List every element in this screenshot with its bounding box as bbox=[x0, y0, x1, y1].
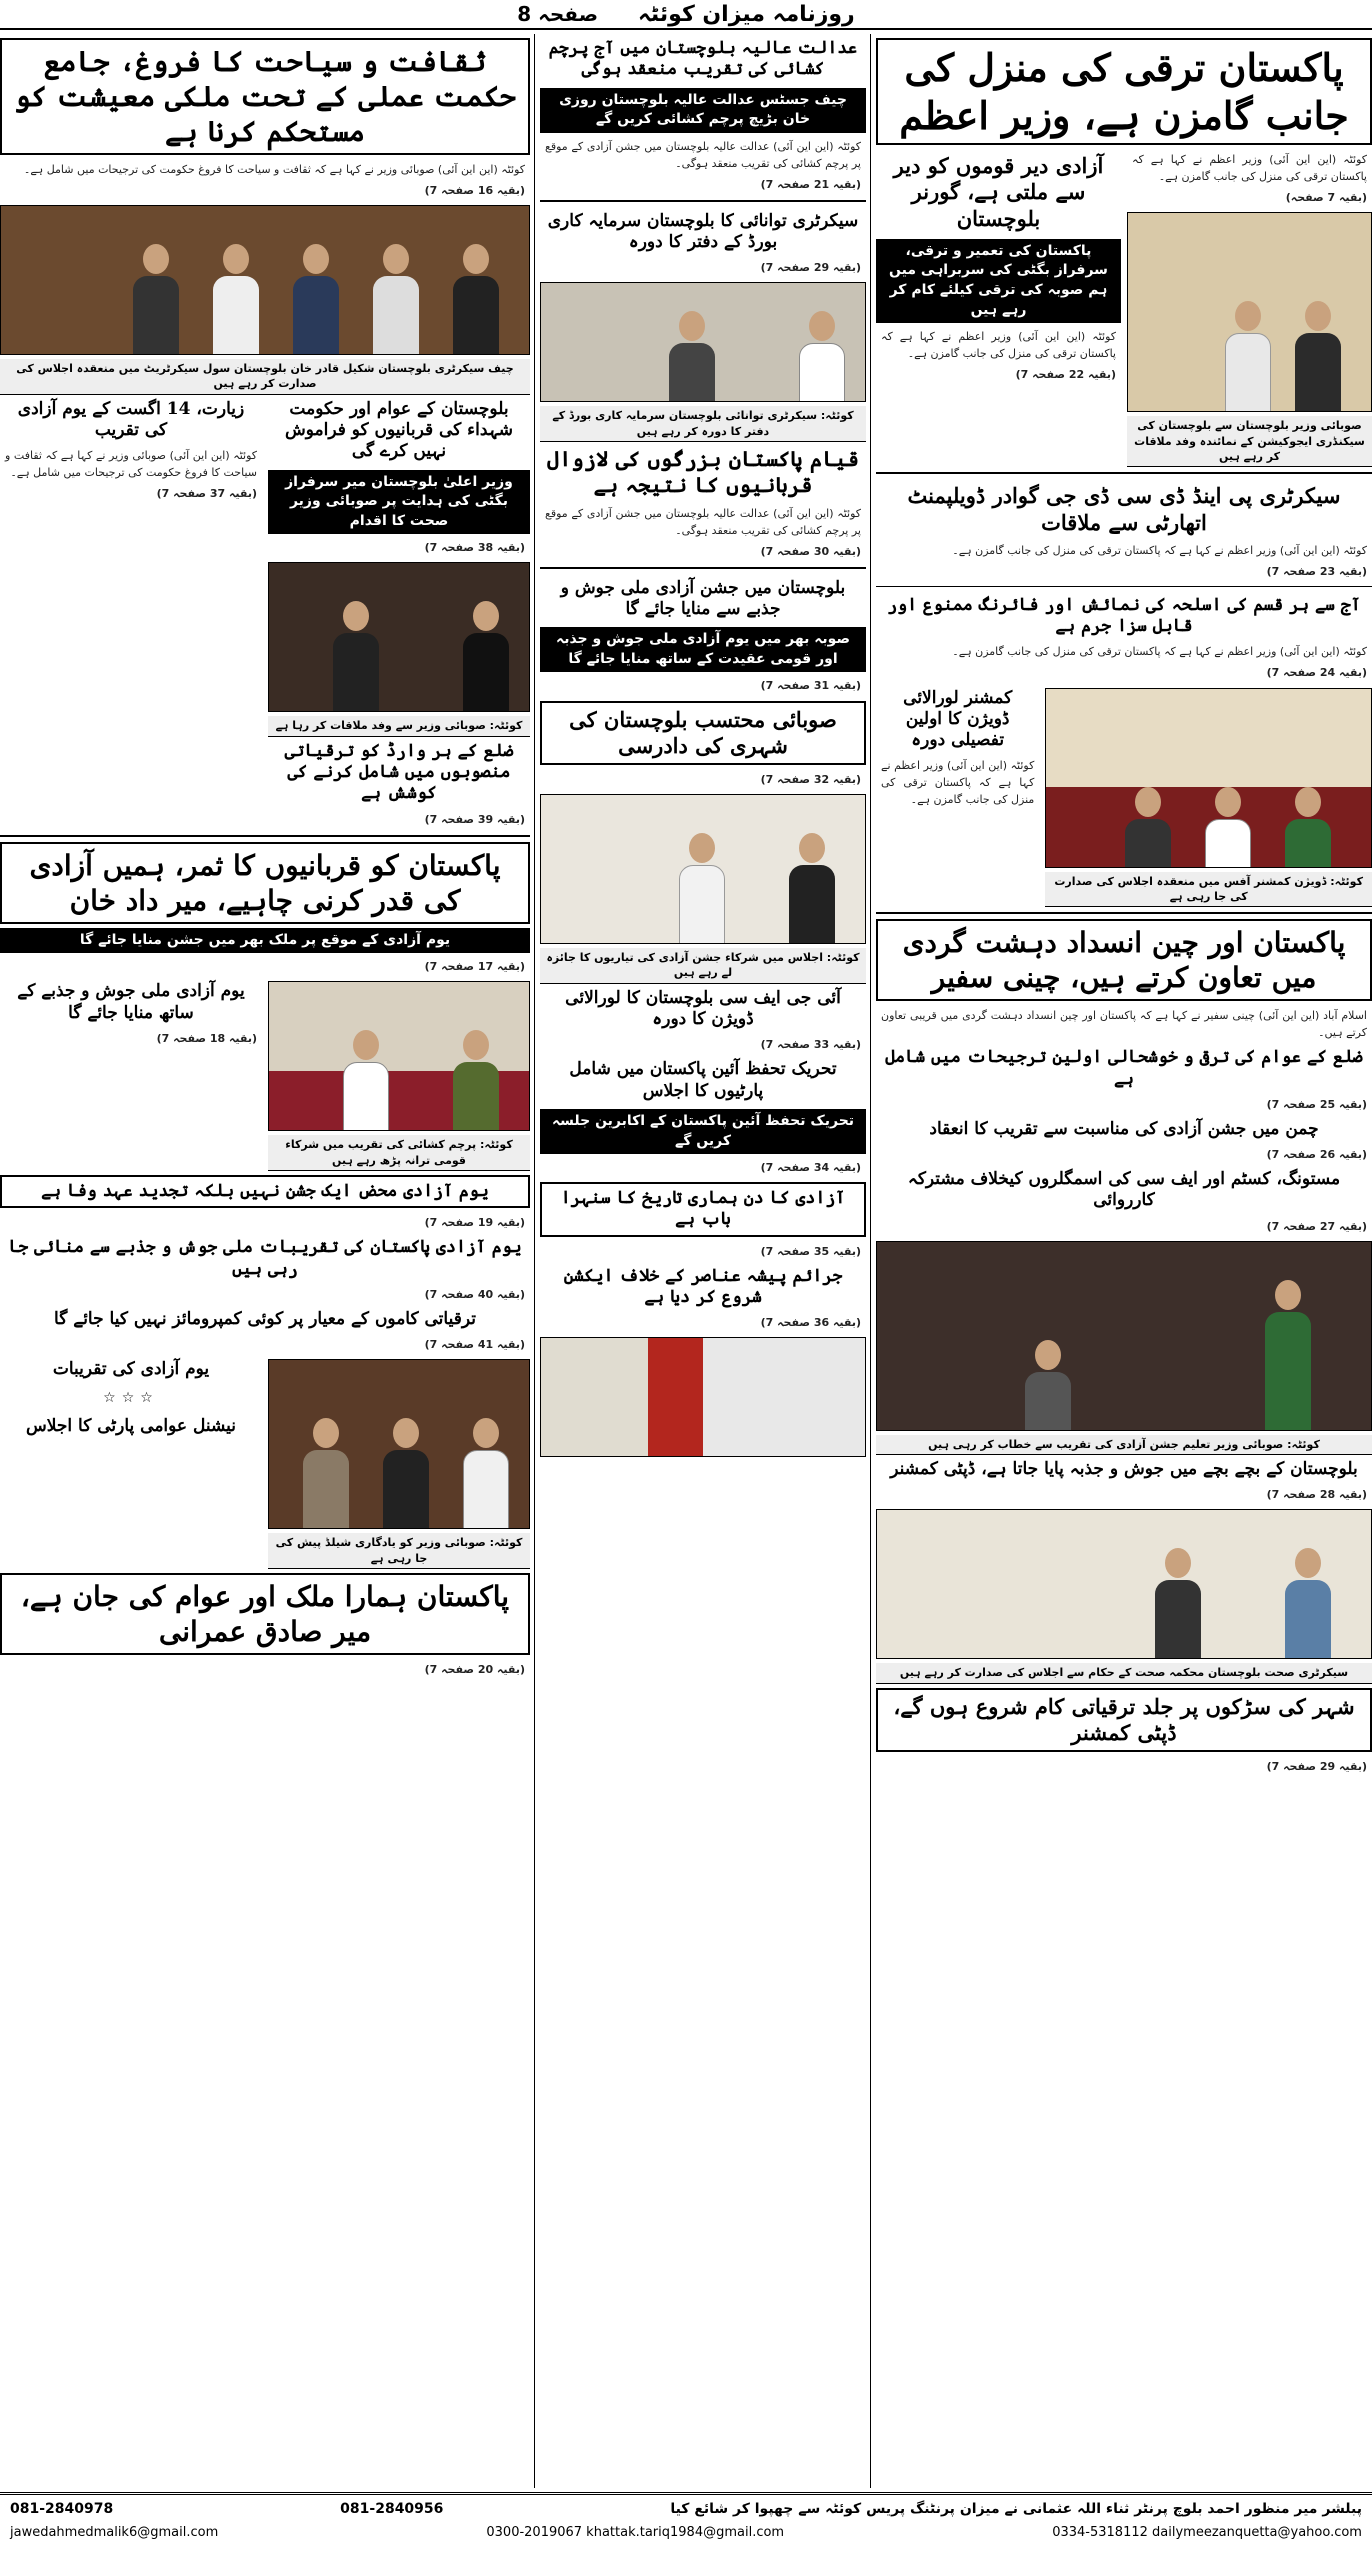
column-rule bbox=[870, 34, 871, 2488]
court-ref: (بقیہ 21 صفحہ 7) bbox=[760, 177, 861, 191]
commissioner-headline: کمشنر لورالائی ڈویژن کا اولین تفصیلی دورہ bbox=[903, 687, 1013, 750]
igfc-ref: (بقیہ 33 صفحہ 7) bbox=[760, 1038, 861, 1052]
photo-art-exhibit bbox=[540, 1337, 866, 1457]
photo-minister-meeting bbox=[268, 562, 530, 712]
photo-caption: کوئٹہ: صوبائی وزیر سے وفد ملاقات کر رہا ہے bbox=[268, 716, 530, 736]
ombudsman-headline: صوبائی محتسب بلوچستان کی شہری کی دادرسی bbox=[540, 701, 866, 766]
column-left: ثقافت و سیاحت کا فروغ، جامع حکمت عملی کے تحت ملکی معیشت کو مستحکم کرنا ہے کوئٹہ (این این آئی) صوبائی وزیر نے کہا ہے کہ ثقافت و سیاحت کا فروغ حکومت کی ترجیحات میں شامل ہے۔ (بقیہ 16 صفحہ 7) چیف سیکرٹری بلوچستان شکیل قادر خان بلوچستان سول سیکرٹریٹ میں منعقدہ اجلاس کی صدارت کر رہے ہیں بلوچستان کے عوام اور حکومت شہداء کی قربانیوں کو فراموش نہیں کرے گی وزیر اعلیٰ بلوچستان میر سرفراز بگٹی کی ہدایت پر صوبائی وزیر صحت کا اقدام (بقیہ 38 صفحہ 7) کوئٹہ: صوبائی وزیر سے وفد ملاقات کر رہا ہے ضلع کے ہر وارڈ کو ترقیاتی منصوبوں میں شامل کرنے کی کوشش ہے (بقیہ 39 صفحہ 7) زیارت، 14 اگست کے یوم آزادی کی تقریب کوئٹہ (این این آئی) صوبائی وزیر نے کہا ہے کہ ثقافت و سیاحت کا فروغ حکومت کی ترجیحات میں شامل ہے۔ (بقیہ 37 صفحہ 7) پاکستان کو قربانیوں کا ثمر، ہمیں آزادی کی قدر کرنی چاہیے، میر داد خان یوم آزادی کے موقع پر ملک بھر میں جشن منایا جائے گا (بقیہ 17 صفحہ 7) کوئٹہ: پرچم کشائی کی تقریب میں شرکاء قومی ترانہ پڑھ رہے ہیں یوم آزادی ملی جوش و جذبے کے ساتھ منایا جائے گا (بقیہ 18 صفحہ 7) یوم آزادی محض ایک جشن نہیں بلکہ تجدید عہد وفا ہے (بقیہ 19 صفحہ 7) یوم آزادی پاکستان کی تقریبات ملی جوش و جذبے سے منائی جا رہی ہیں (بقیہ 40 صفحہ 7) ترقیاتی کاموں کے معیار پر کوئی کمپرومائز نہیں کیا جائے گا (بقیہ 41 صفحہ 7) کوئٹہ: صوبائی وزیر کو یادگاری شیلڈ پیش کی جا رہی ہے یوم آزادی کی تقریبات ☆☆☆ نیشنل عوامی پارٹی کا اجلاس پاکستان ہمارا ملک اور عوام کی جان ہے، میر صادق عمرانی (بقیہ 20 صفحہ 7) bbox=[0, 34, 530, 2488]
prep-ref: (بقیہ 40 صفحہ 7) bbox=[424, 1287, 525, 1301]
district-headline: ضلع کے ہر وارڈ کو ترقیاتی منصوبوں میں شامل کرنے کی کوشش ہے bbox=[284, 740, 514, 804]
photo-visit bbox=[540, 282, 866, 402]
photo-speech bbox=[876, 1241, 1372, 1431]
big-ref: (بقیہ 17 صفحہ 7) bbox=[424, 960, 525, 974]
side2-headline: نیشنل عوامی پارٹی کا اجلاس bbox=[25, 1416, 237, 1437]
elders-headline: قیام پاکستان بزرگوں کی لازوال قربانیوں کا نتیجہ ہے bbox=[546, 446, 860, 498]
governor-text: کوئٹہ (این این آئی) وزیر اعظم نے کہا ہے کہ پاکستان ترقی کی منزل کی جانب گامزن ہے۔ bbox=[881, 330, 1116, 361]
column-rule bbox=[534, 34, 535, 2488]
work-ref: (بقیہ 41 صفحہ 7) bbox=[424, 1338, 525, 1352]
elders-ref: (بقیہ 30 صفحہ 7) bbox=[760, 544, 861, 558]
tahaffuz-subhead: تحریک تحفظ آئین پاکستان کے اکابرین جلسہ کریں گے bbox=[540, 1109, 866, 1154]
energy-ref: (بقیہ 29 صفحہ 7) bbox=[760, 261, 861, 275]
lead-ref: (بقیہ 7 صفحہ) bbox=[1285, 191, 1367, 205]
top-headline: ثقافت و سیاحت کا فروغ، جامع حکمت عملی کے تحت ملکی معیشت کو مستحکم کرنا ہے bbox=[0, 38, 530, 155]
photo-health-meeting bbox=[876, 1509, 1372, 1659]
celebrate-ref: (بقیہ 31 صفحہ 7) bbox=[760, 679, 861, 693]
governor-headline: آزادی دیر قوموں کو دیر سے ملتی ہے، گورنر بلوچستان bbox=[893, 153, 1104, 231]
governor-subhead: پاکستان کی تعمیر و ترقی، سرفراز بگٹی کی سربراہی میں ہم صوبہ کی ترقی کیلئے کام کر رہے ہیں bbox=[876, 239, 1121, 323]
photo-conference bbox=[1045, 688, 1372, 868]
photo-flag-ceremony bbox=[268, 981, 530, 1131]
prep-headline: یوم آزادی پاکستان کی تقریبات ملی جوش و جذبے سے منائی جا رہی ہیں bbox=[8, 1237, 522, 1279]
bottom-headline: شہر کی سڑکوں پر جلد ترقیاتی کام شروع ہوں گے، ڈپٹی کمشنر bbox=[876, 1688, 1372, 1753]
photo-caption: کوئٹہ: سیکرٹری توانائی بلوچستان سرمایہ کاری بورڈ کے دفتر کا دورہ کر رہے ہیں bbox=[540, 406, 866, 442]
zyarat-headline: زیارت، 14 اگست کے یوم آزادی کی تقریب bbox=[17, 398, 245, 441]
tahaffuz-ref: (بقیہ 34 صفحہ 7) bbox=[760, 1161, 861, 1175]
customs-ref: (بقیہ 27 صفحہ 7) bbox=[1266, 1219, 1367, 1233]
top-text: کوئٹہ (این این آئی) صوبائی وزیر نے کہا ہے کہ ثقافت و سیاحت کا فروغ حکومت کی ترجیحات میں شامل ہے۔ bbox=[23, 163, 525, 176]
arms-ban-text: کوئٹہ (این این آئی) وزیر اعظم نے کہا ہے کہ پاکستان ترقی کی منزل کی جانب گامزن ہے۔ bbox=[952, 645, 1367, 659]
column-right bbox=[876, 34, 1372, 2488]
bottom-ref: (بقیہ 29 صفحہ 7) bbox=[1266, 1760, 1367, 1774]
district-ref: (بقیہ 39 صفحہ 7) bbox=[424, 812, 525, 826]
arms-ban-headline: آج سے ہر قسم کی اسلحہ کی نمائش اور فائرنگ ممنوع اور قابل سزا جرم ہے bbox=[887, 594, 1361, 637]
photo-chief-secretary-meeting bbox=[0, 205, 530, 355]
renew-ref: (بقیہ 19 صفحہ 7) bbox=[424, 1216, 525, 1230]
photo-shield-presentation bbox=[268, 1359, 530, 1529]
court-headline: عدالت عالیہ بلوچستان میں آج پرچم کشائی کی تقریب منعقد ہوگی bbox=[548, 38, 858, 80]
joy-ref: (بقیہ 18 صفحہ 7) bbox=[156, 1031, 257, 1045]
secretary-headline: سیکرٹری پی اینڈ ڈی سی ڈی جی گوادر ڈویلپمنٹ اتھارٹی سے ملاقات bbox=[907, 483, 1341, 535]
phone-2: 081-2840956 bbox=[340, 2501, 444, 2517]
history-ref: (بقیہ 35 صفحہ 7) bbox=[760, 1244, 861, 1258]
renew-headline: یوم آزادی محض ایک جشن نہیں بلکہ تجدید عہد وفا ہے bbox=[0, 1175, 530, 1208]
elders-text: کوئٹہ (این این آئی) عدالت عالیہ بلوچستان میں جشن آزادی کے موقع پر پرچم کشائی کی تقریب منعقد ہوگی۔ bbox=[545, 506, 861, 537]
celebrate-subhead: صوبہ بھر میں یوم آزادی ملی جوش و جذبہ اور قومی عقیدت کے ساتھ منایا جائے گا bbox=[540, 627, 866, 672]
district-headline: ضلع کے عوام کی ترقی و خوشحالی اولین ترجیحات میں شامل ہے bbox=[885, 1047, 1363, 1089]
lead-headline: پاکستان ترقی کی منزل کی جانب گامزن ہے، وزیر اعظم bbox=[876, 38, 1372, 145]
martyrs-headline: بلوچستان کے عوام اور حکومت شہداء کی قربانیوں کو فراموش نہیں کرے گی bbox=[284, 398, 514, 462]
footer bbox=[0, 2492, 1372, 2560]
paper-name: روزنامہ میزان کوئٹہ bbox=[638, 1, 855, 27]
youth-ref: (بقیہ 28 صفحہ 7) bbox=[1266, 1488, 1367, 1502]
chaman-headline: چمن میں جشن آزادی کی مناسبت سے تقریب کا انعقاد bbox=[929, 1118, 1319, 1139]
igfc-headline: آئی جی ایف سی بلوچستان کا لورالائی ڈویژن کا دورہ bbox=[565, 987, 841, 1030]
bottom-ref: (بقیہ 20 صفحہ 7) bbox=[424, 1662, 525, 1676]
photo-caption: چیف سیکرٹری بلوچستان شکیل قادر خان بلوچستان سول سیکرٹریٹ میں منعقدہ اجلاس کی صدارت کر رہے ہیں bbox=[0, 359, 530, 395]
photo-caption: کوئٹہ: صوبائی وزیر تعلیم جشن آزادی کی تقریب سے خطاب کر رہی ہیں bbox=[876, 1435, 1372, 1455]
phone-1: 081-2840978 bbox=[10, 2501, 114, 2517]
email-3[interactable]: 0334-5318112 dailymeezanquetta@yahoo.com bbox=[1052, 2525, 1362, 2540]
lead-text: کوئٹہ (این این آئی) وزیر اعظم نے کہا ہے کہ پاکستان ترقی کی منزل کی جانب گامزن ہے۔ bbox=[1132, 153, 1367, 184]
page-number: صفحہ 8 bbox=[517, 2, 599, 26]
column-middle bbox=[540, 34, 866, 2488]
photo-caption: کوئٹہ: اجلاس میں شرکاء جشن آزادی کی تیاریوں کا جائزہ لے رہے ہیں bbox=[540, 948, 866, 984]
martyrs-subhead: وزیر اعلیٰ بلوچستان میر سرفراز بگٹی کی ہدایت پر صوبائی وزیر صحت کا اقدام bbox=[268, 470, 530, 535]
photo-meeting-middle bbox=[540, 794, 866, 944]
crime-ref: (بقیہ 36 صفحہ 7) bbox=[760, 1316, 861, 1330]
governor-ref: (بقیہ 22 صفحہ 7) bbox=[1015, 368, 1116, 382]
crime-headline: جرائم پیشہ عناصر کے خلاف ایکشن شروع کر دیا ہے bbox=[563, 1265, 843, 1307]
publisher-line: پبلشر میر منظور احمد بلوچ پرنٹر ثناء اللہ عثمانی نے میزان پرنٹنگ پریس کوئٹہ سے چھپوا کر شائع کیا bbox=[670, 2501, 1362, 2517]
masthead bbox=[0, 0, 1372, 30]
side-headline: یوم آزادی کی تقریبات bbox=[52, 1359, 210, 1380]
china-text: اسلام آباد (این این آئی) چینی سفیر نے کہا ہے کہ پاکستان اور چین انسداد دہشت گردی میں قریبی تعاون کرتے ہیں۔ bbox=[881, 1009, 1367, 1040]
celebrate-headline: بلوچستان میں جشن آزادی ملی جوش و جذبے سے منایا جائے گا bbox=[560, 577, 846, 620]
commissioner-text: کوئٹہ (این این آئی) وزیر اعظم نے کہا ہے کہ پاکستان ترقی کی منزل کی جانب گامزن ہے۔ bbox=[881, 759, 1035, 807]
photo-caption: سیکرٹری صحت بلوچستان محکمہ صحت کے حکام سے اجلاس کی صدارت کر رہے ہیں bbox=[876, 1663, 1372, 1683]
work-headline: ترقیاتی کاموں کے معیار پر کوئی کمپرومائز نہیں کیا جائے گا bbox=[54, 1308, 476, 1329]
martyrs-ref: (بقیہ 38 صفحہ 7) bbox=[424, 541, 525, 555]
big-headline: پاکستان کو قربانیوں کا ثمر، ہمیں آزادی کی قدر کرنی چاہیے، میر داد خان bbox=[0, 842, 530, 924]
photo-caption: صوبائی وزیر بلوچستان سے بلوچستان کی سیکنڈری ایجوکیشن کے نمائندہ وفد ملاقات کر رہے ہیں bbox=[1127, 416, 1372, 467]
youth-headline: بلوچستان کے بچے بچے میں جوش و جذبہ پایا جاتا ہے، ڈپٹی کمشنر bbox=[890, 1459, 1358, 1480]
chaman-ref: (بقیہ 26 صفحہ 7) bbox=[1266, 1148, 1367, 1162]
bottom-headline: پاکستان ہمارا ملک اور عوام کی جان ہے، میر صادق عمرانی bbox=[0, 1573, 530, 1655]
customs-headline: مستونگ، کسٹم اور ایف سی کی اسمگلروں کیخلاف مشترکہ کارروائی bbox=[907, 1169, 1341, 1211]
court-subhead: چیف جسٹس عدالت عالیہ بلوچستان روزی خان بڑیچ پرچم کشائی کریں گے bbox=[540, 88, 866, 133]
energy-headline: سیکرٹری توانائی کا بلوچستان سرمایہ کاری بورڈ کے دفتر کا دورہ bbox=[547, 210, 859, 253]
email-1[interactable]: jawedahmedmalik6@gmail.com bbox=[10, 2525, 219, 2540]
joy-headline: یوم آزادی ملی جوش و جذبے کے ساتھ منایا جائے گا bbox=[17, 981, 245, 1023]
photo-meeting bbox=[1127, 212, 1372, 412]
ombudsman-ref: (بقیہ 32 صفحہ 7) bbox=[760, 773, 861, 787]
history-headline: آزادی کا دن ہماری تاریخ کا سنہرا باب ہے bbox=[540, 1182, 866, 1237]
zyarat-text: کوئٹہ (این این آئی) صوبائی وزیر نے کہا ہے کہ ثقافت و سیاحت کا فروغ حکومت کی ترجیحات میں شامل ہے۔ bbox=[5, 449, 257, 480]
top-ref: (بقیہ 16 صفحہ 7) bbox=[424, 184, 525, 198]
big-subhead: یوم آزادی کے موقع پر ملک بھر میں جشن منایا جائے گا bbox=[0, 928, 530, 954]
photo-caption: کوئٹہ: پرچم کشائی کی تقریب میں شرکاء قومی ترانہ پڑھ رہے ہیں bbox=[268, 1135, 530, 1171]
tahaffuz-headline: تحریک تحفظ آئین پاکستان میں شامل پارٹیوں کا اجلاس bbox=[569, 1059, 837, 1101]
email-2[interactable]: 0300-2019067 khattak.tariq1984@gmail.com bbox=[486, 2525, 785, 2540]
court-text: کوئٹہ (این این آئی) عدالت عالیہ بلوچستان میں جشن آزادی کے موقع پر پرچم کشائی کی تقریب منعقد ہوگی۔ bbox=[545, 139, 861, 170]
secretary-text: کوئٹہ (این این آئی) وزیر اعظم نے کہا ہے کہ پاکستان ترقی کی منزل کی جانب گامزن ہے۔ bbox=[952, 543, 1367, 557]
china-headline: پاکستان اور چین انسداد دہشت گردی میں تعاون کرتے ہیں، چینی سفیر bbox=[876, 919, 1372, 1001]
arms-ban-ref: (بقیہ 24 صفحہ 7) bbox=[1266, 666, 1367, 680]
secretary-ref: (بقیہ 23 صفحہ 7) bbox=[1266, 564, 1367, 578]
zyarat-ref: (بقیہ 37 صفحہ 7) bbox=[156, 487, 257, 501]
photo-caption: کوئٹہ: صوبائی وزیر کو یادگاری شیلڈ پیش کی جا رہی ہے bbox=[268, 1533, 530, 1569]
photo-caption: کوئٹہ: ڈویژن کمشنر آفس میں منعقدہ اجلاس کی صدارت کی جا رہی ہے bbox=[1045, 872, 1372, 908]
district-ref: (بقیہ 25 صفحہ 7) bbox=[1266, 1097, 1367, 1111]
